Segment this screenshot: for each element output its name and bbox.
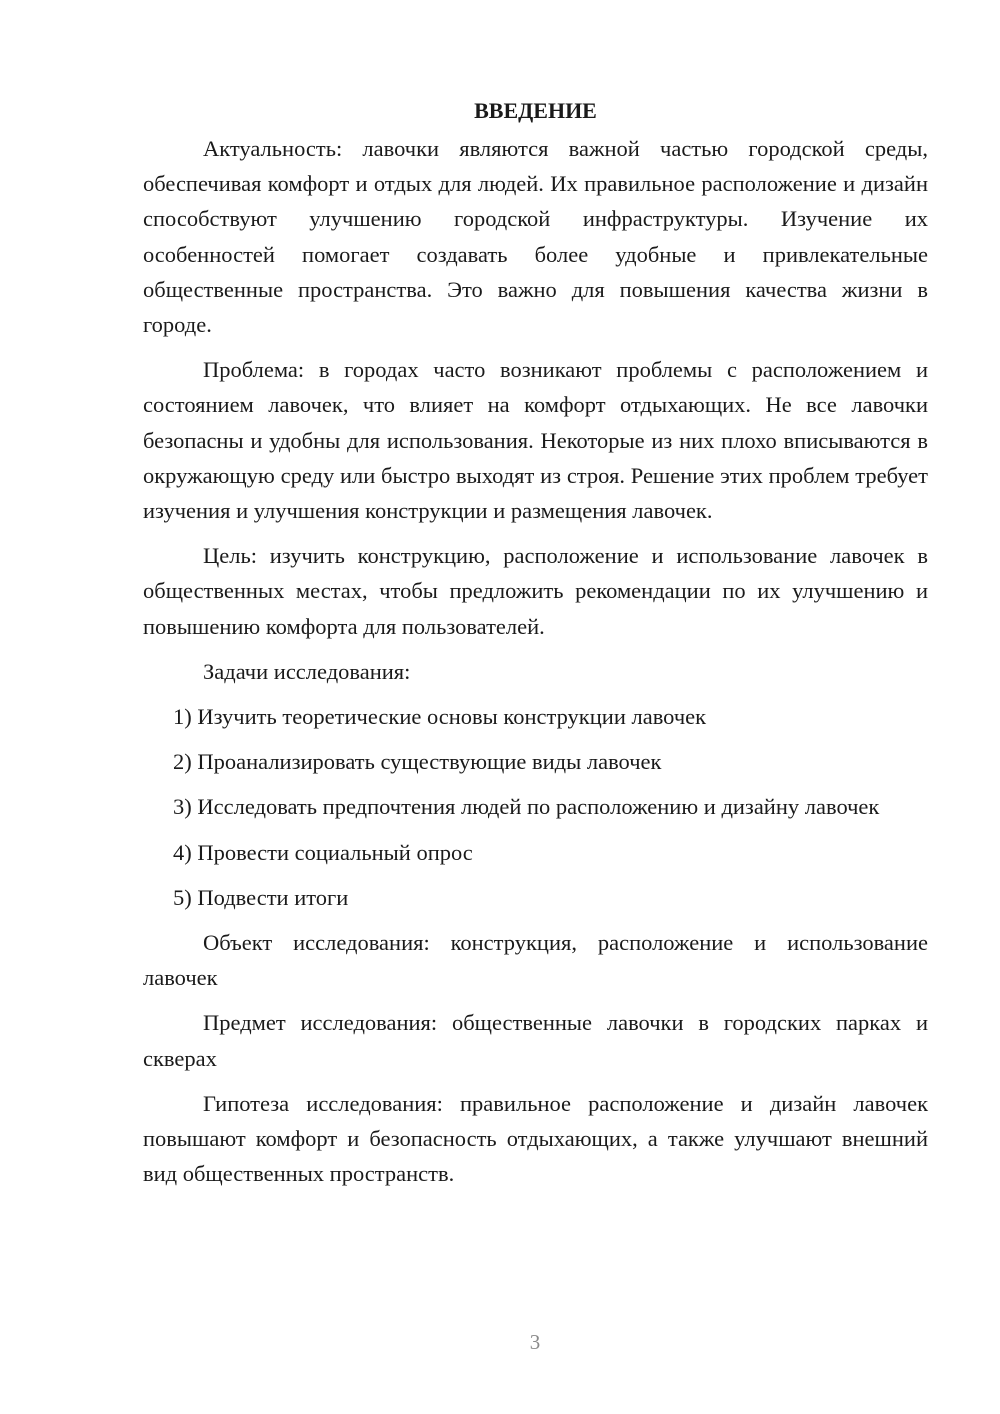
paragraph-hypothesis: Гипотеза исследования: правильное расположение и дизайн лавочек повышают комфорт и безопасность отдыхающих, а также улучшают внешний вид общественных пространств. [143, 1090, 928, 1187]
task-item-3: 3) Исследовать предпочтения людей по расположению и дизайну лавочек [173, 794, 880, 820]
section-title: ВВЕДЕНИЕ [474, 98, 597, 123]
paragraph-problem: Проблема: в городах часто возникают проблемы с расположением и состоянием лавочек, что влияет на комфорт отдыхающих. Не все лавочки безопасны и удобны для использования. Некоторые из них плохо вписываются в окружающую среду или быстро выходят из строя. Решение этих проблем требует изучения и улучшения конструкции и размещения лавочек. [143, 357, 928, 524]
task-item-2: 2) Проанализировать существующие виды лавочек [173, 749, 662, 775]
page-number: 3 [529, 1330, 541, 1354]
task-item-1: 1) Изучить теоретические основы конструкции лавочек [173, 704, 707, 730]
paragraph-tasks-heading: Задачи исследования: [203, 658, 411, 684]
paragraph-object: Объект исследования: конструкция, расположение и использование лавочек [143, 930, 928, 991]
document-body [143, 93, 928, 1201]
task-item-4: 4) Провести социальный опрос [173, 839, 473, 865]
paragraph-relevance: Актуальность: лавочки являются важной частью городской среды, обеспечивая комфорт и отдых для людей. Их правильное расположение и дизайн способствуют улучшению городской инфраструктуры. Изучение их особенностей помогает создавать более удобные и привлекательные общественные пространства. Это важно для повышения качества жизни в городе. [143, 136, 928, 338]
task-item-5: 5) Подвести итоги [173, 884, 349, 910]
paragraph-goal: Цель: изучить конструкцию, расположение и использование лавочек в общественных местах, чтобы предложить рекомендации по их улучшению и повышению комфорта для пользователей. [143, 543, 928, 639]
paragraph-subject: Предмет исследования: общественные лавочки в городских парках и скверах [143, 1010, 928, 1071]
